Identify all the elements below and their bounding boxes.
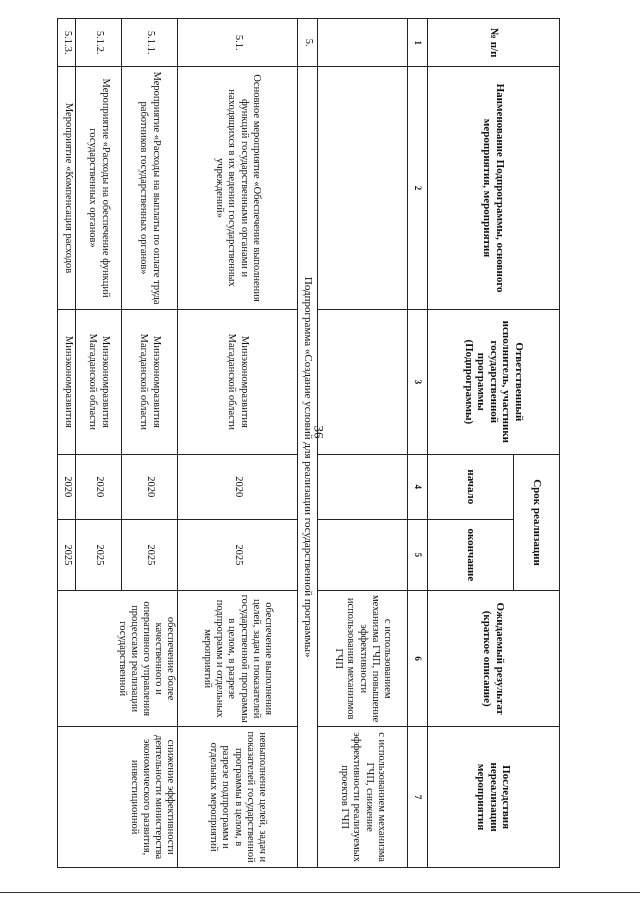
row-end: 2025	[122, 519, 178, 591]
row-consequences: снижение эффективности деятельности министерства экономического развития, инвестиционной	[58, 727, 178, 868]
header-expected: Ожидаемый результат (краткое описание)	[428, 591, 560, 727]
col-number-6: 6	[408, 591, 428, 727]
header-start: начало	[428, 455, 514, 520]
col-number-7: 7	[408, 727, 428, 868]
row-name: Мероприятие «Компенсация расходов	[58, 67, 76, 309]
row-end: 2025	[76, 519, 122, 591]
row-executor: Минэкономразвития Магаданской области	[76, 309, 122, 454]
subprogram-title: Подпрограмма «Создание условий для реализации государственной программы»	[298, 67, 318, 868]
rotated-table-sheet	[58, 18, 560, 868]
header-end: окончание	[428, 519, 514, 591]
subprogram-row	[298, 19, 318, 868]
subprogram-num: 5.	[298, 19, 318, 67]
activities-table	[57, 18, 560, 868]
col-number-1: 1	[408, 19, 428, 67]
table-row	[122, 19, 178, 868]
empty-cell	[318, 19, 408, 67]
row-consequences: невыполнение целей, задач и показателей государственной программы в целом, в разрезе подпрограмм и отдельных мероприятий	[178, 727, 298, 868]
table-row-continuation	[318, 19, 408, 868]
row-end: 2025	[58, 519, 76, 591]
row-executor: Минэкономразвития Магаданской области	[178, 309, 298, 454]
row-name: Мероприятие «Расходы на обеспечение функций государственных органов»	[76, 67, 122, 309]
page-number: 36	[311, 425, 327, 439]
row-expected: обеспечение более качественного и оперативного управления процессами реализации государственной	[58, 591, 178, 727]
row-end: 2025	[178, 519, 298, 591]
row-start: 2020	[122, 455, 178, 520]
row-start: 2020	[76, 455, 122, 520]
col-number-5: 5	[408, 519, 428, 591]
continuation-consequences: с использованием механизма ГЧП, снижение эффективности реализуемых проектов ГЧП	[318, 727, 408, 868]
table-row	[178, 19, 298, 868]
empty-cell	[318, 309, 408, 454]
page-bottom-rule	[0, 892, 640, 893]
header-period: Срок реализации	[514, 455, 560, 591]
continuation-expected: с использованием механизма ГЧП, повышение эффективности использования механизмов ГЧП	[318, 591, 408, 727]
header-consequences: Последствия нереализации мероприятия	[428, 727, 560, 868]
row-num: 5.1.3.	[58, 19, 76, 67]
column-number-row	[408, 19, 428, 868]
row-expected: обеспечение выполнения целей, задач и показателей государственной программы в целом, в разрезе подпрограмм и отдельных мероприятий	[178, 591, 298, 727]
row-num: 5.1.	[178, 19, 298, 67]
row-start: 2020	[58, 455, 76, 520]
header-name: Наименование Подпрограммы, основного мероприятия, мероприятия	[428, 67, 560, 309]
header-executor: Ответственный исполнитель, участники государственной программы (Подпрограммы)	[428, 309, 560, 454]
row-name: Мероприятие «Расходы на выплаты по оплате труда работников государственных органов»	[122, 67, 178, 309]
col-number-3: 3	[408, 309, 428, 454]
row-name: Основное мероприятие «Обеспечение выполнения функций государственными органами и находящихся в их ведении государственных учреждений»	[178, 67, 298, 309]
row-num: 5.1.1.	[122, 19, 178, 67]
row-executor: Минэкономразвития Магаданской области	[122, 309, 178, 454]
row-num: 5.1.2.	[76, 19, 122, 67]
empty-cell	[318, 67, 408, 309]
row-executor: Минэкономразвития	[58, 309, 76, 454]
col-number-2: 2	[408, 67, 428, 309]
empty-cell	[318, 519, 408, 591]
col-number-4: 4	[408, 455, 428, 520]
row-start: 2020	[178, 455, 298, 520]
empty-cell	[318, 455, 408, 520]
header-num: № п/п	[428, 19, 560, 67]
